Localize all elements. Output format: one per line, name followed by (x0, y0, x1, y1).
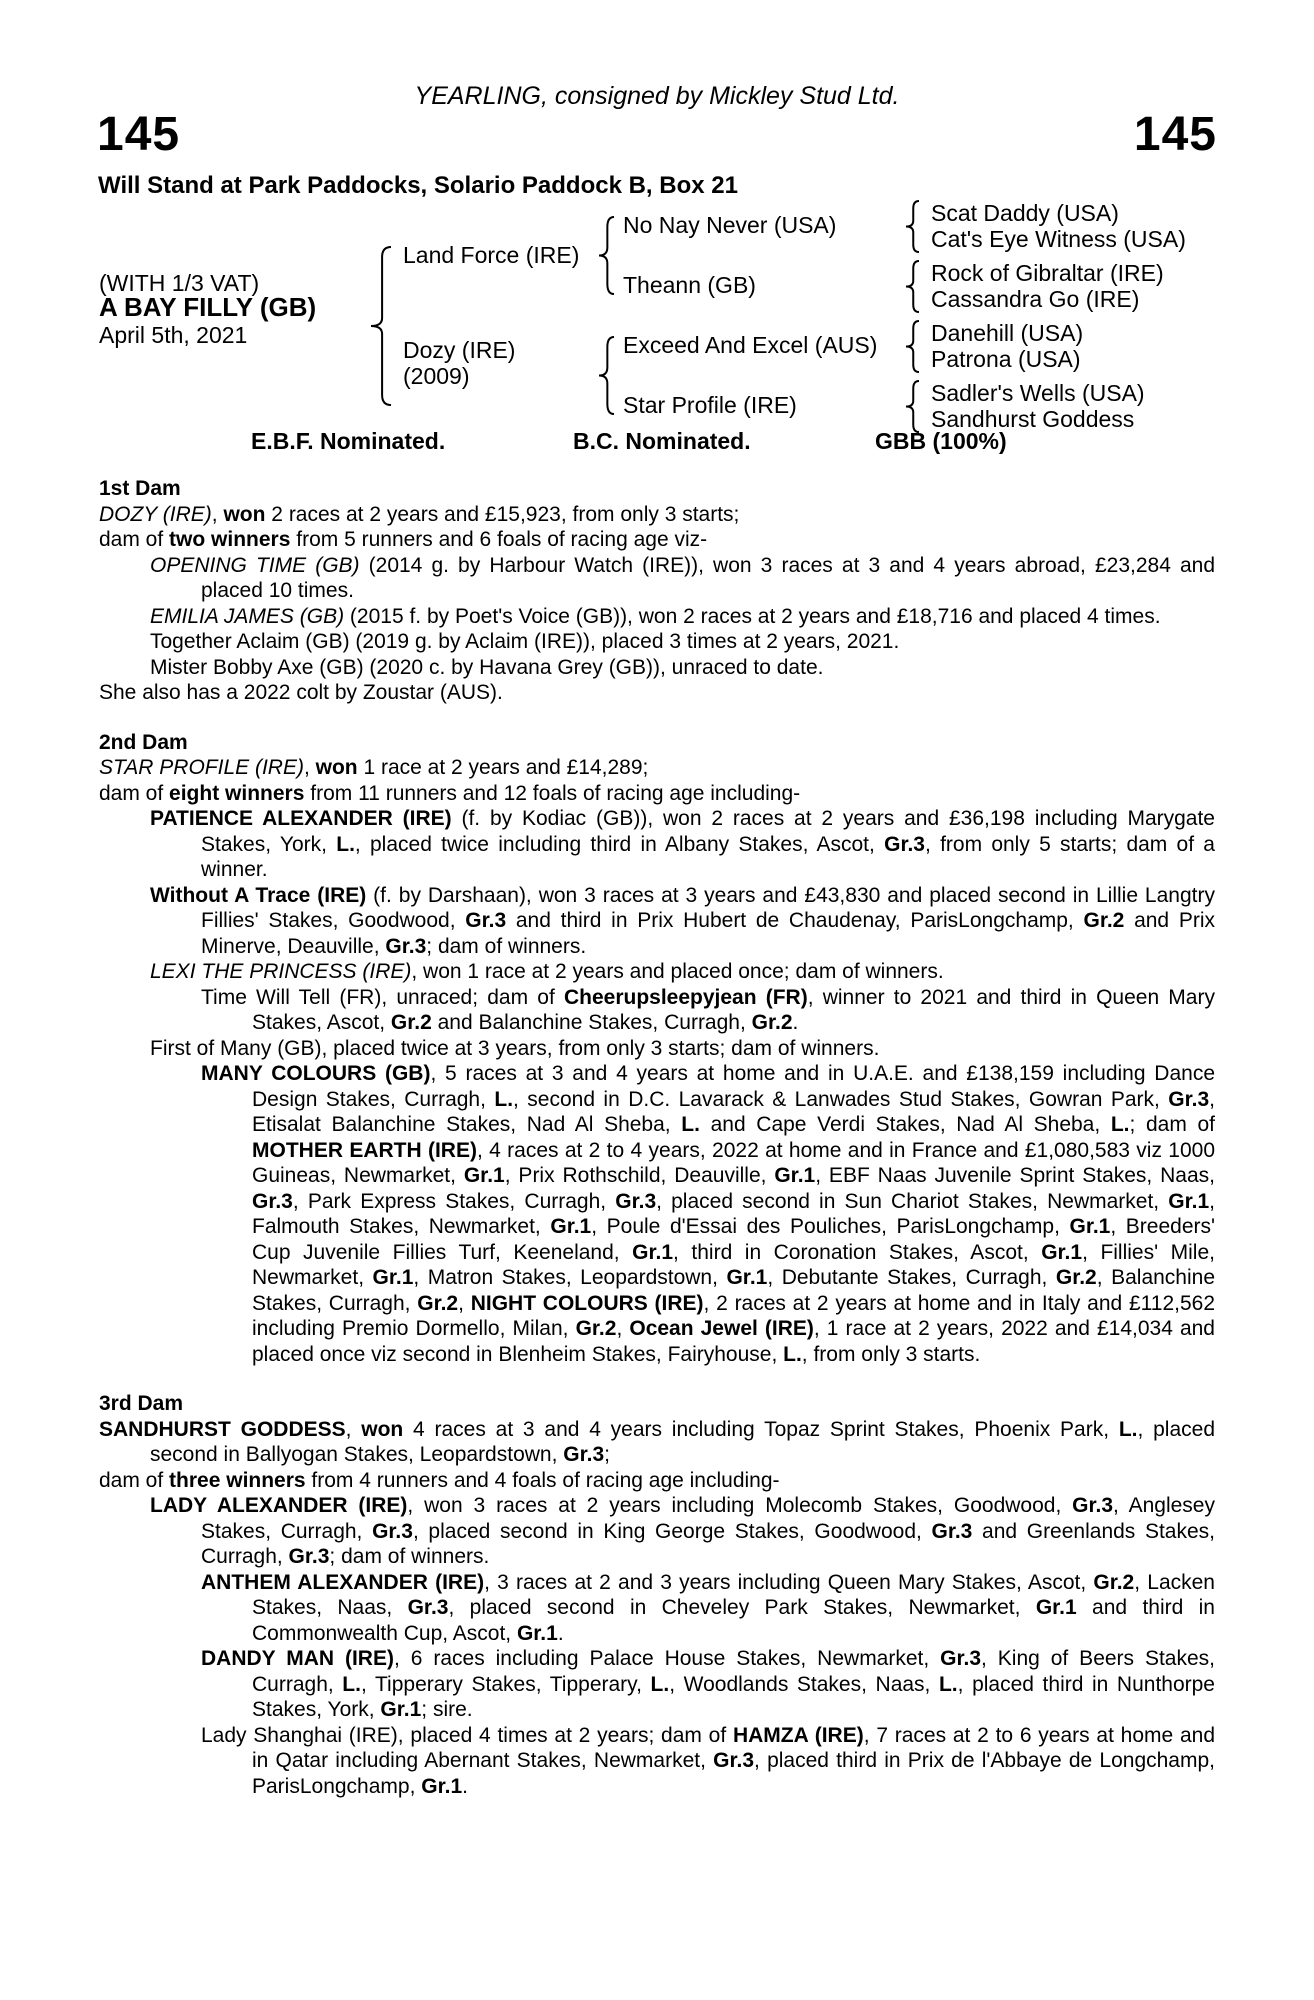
pedigree-paragraph (99, 502, 1215, 528)
pedigree-paragraph (99, 959, 1215, 985)
text-run: and Greenlands Stakes, Curragh, (201, 1519, 1215, 1568)
text-run: , King of Beers Stakes, Curragh, (252, 1647, 1216, 1696)
text-run: , Debutante Stakes, Curragh, (767, 1266, 1056, 1289)
pedigree-paragraph (99, 527, 1215, 553)
ebf-nomination: E.B.F. Nominated. (251, 428, 446, 454)
text-run: NIGHT COLOURS (IRE) (470, 1291, 704, 1315)
text-run: , from only 5 starts; dam of a winner. (201, 832, 1215, 881)
text-run: Gr.3 (252, 1189, 293, 1213)
text-run: and Cape Verdi Stakes, Nad Al Sheba, (699, 1113, 1111, 1136)
text-run: Gr.1 (1035, 1596, 1077, 1619)
text-run: Gr.3 (884, 832, 925, 856)
text-run: SANDHURST GODDESS (99, 1417, 346, 1441)
text-run: ; dam of winners. (426, 934, 587, 958)
text-run: Gr.3 (465, 909, 507, 932)
dam-section (99, 1391, 1215, 1799)
pedigree-paragraph (99, 680, 1215, 706)
pedigree-brace (598, 336, 615, 415)
text-run: ; (604, 1443, 610, 1466)
text-run: , Tipperary Stakes, Tipperary, (360, 1672, 651, 1696)
text-run: Gr.1 (380, 1698, 422, 1721)
text-run: She also has a 2022 colt by Zoustar (AUS). (99, 681, 503, 704)
subject-name: A BAY FILLY (GB) (99, 292, 317, 322)
text-run: , 5 races at 3 and 4 years at home and in U.A.E. and £138,159 including Dance Design Stakes, Curragh, (252, 1062, 1215, 1111)
text-run: won (315, 756, 358, 779)
text-run: EMILIA JAMES (GB) (150, 604, 345, 628)
pedigree-paragraph (99, 1723, 1215, 1800)
text-run: from 5 runners and 6 foals of racing age viz- (290, 528, 708, 551)
text-run: L. (1110, 1113, 1130, 1136)
text-run: Gr.1 (1168, 1189, 1210, 1213)
text-run: L. (783, 1342, 802, 1366)
text-run: dam of (99, 1468, 170, 1492)
text-run: ; dam of winners. (329, 1545, 490, 1568)
great-grandparent: Danehill (USA) (931, 320, 1084, 346)
text-run: , (616, 1317, 630, 1340)
text-run: Gr.1 (421, 1774, 463, 1798)
great-grandparent: Scat Daddy (USA) (931, 200, 1119, 226)
text-run: Ocean Jewel (IRE) (629, 1317, 814, 1340)
nominations-line (99, 428, 1215, 456)
text-run: , (345, 1417, 362, 1441)
text-run: L. (681, 1113, 700, 1136)
text-run: , second in D.C. Lavarack & Lanwades Stud Stakes, Gowran Park, (513, 1087, 1169, 1111)
text-run: Together Aclaim (GB) (2019 g. by Aclaim (IRE)), placed 3 times at 2 years, 2021. (150, 630, 900, 653)
granddam-sire-side: Theann (GB) (623, 272, 756, 298)
text-run: , 7 races at 2 to 6 years at home and in Qatar including Abernant Stakes, Newmarket, (252, 1723, 1215, 1772)
section-heading: 1st Dam (99, 477, 181, 500)
stand-location-line: Will Stand at Park Paddocks, Solario Paddock B, Box 21 (98, 172, 738, 199)
text-run: , third in Coronation Stakes, Ascot, (673, 1240, 1042, 1264)
text-run: (2014 g. by Harbour Watch (IRE)), won 3 races at 3 and 4 years abroad, £23,284 and placed 10 times. (201, 553, 1216, 602)
text-run: Gr.1 (550, 1215, 592, 1238)
pedigree-paragraph (99, 1468, 1215, 1494)
text-run: Gr.2 (575, 1317, 617, 1340)
grandsire-sire-side: No Nay Never (USA) (623, 212, 837, 238)
text-run: , placed third in Prix de l'Abbaye de Longchamp, ParisLongchamp, (252, 1749, 1215, 1798)
text-run: Gr.3 (615, 1189, 657, 1213)
text-run: , Woodlands Stakes, Naas, (669, 1672, 939, 1696)
text-run: DANDY MAN (IRE) (201, 1647, 394, 1670)
text-run: Gr.1 (516, 1621, 558, 1645)
text-run: eight winners (169, 781, 305, 805)
pedigree-paragraph (99, 985, 1215, 1036)
section-heading: 3rd Dam (99, 1392, 184, 1415)
text-run: , (211, 502, 224, 526)
text-run: , Prix Rothschild, Deauville, (504, 1164, 775, 1187)
dam-year: (2009) (403, 362, 470, 389)
text-run: Gr.1 (372, 1266, 414, 1289)
text-run: , won 3 races at 2 years including Molecomb Stakes, Goodwood, (407, 1494, 1073, 1517)
text-run: Gr.3 (372, 1519, 413, 1543)
text-run: L. (494, 1087, 514, 1111)
text-run: Gr.1 (1041, 1240, 1083, 1264)
pedigree-paragraph (99, 883, 1215, 960)
great-grandparent: Cat's Eye Witness (USA) (931, 226, 1186, 252)
text-run: , (303, 756, 316, 779)
sire-name: Land Force (IRE) (403, 242, 580, 268)
text-run: , placed second in Ballyogan Stakes, Leopardstown, (150, 1417, 1215, 1466)
text-run: ; sire. (421, 1698, 473, 1721)
grandsire-dam-side: Exceed And Excel (AUS) (623, 332, 878, 358)
text-run: won (361, 1417, 404, 1441)
text-run: Gr.2 (751, 1011, 793, 1034)
text-run: OPENING TIME (GB) (150, 553, 360, 577)
pedigree-paragraph (99, 1417, 1215, 1468)
text-run: Gr.3 (288, 1545, 330, 1568)
text-run: Gr.1 (632, 1240, 674, 1264)
text-run: Gr.3 (713, 1749, 755, 1772)
text-run: Gr.3 (407, 1596, 449, 1619)
text-run: Gr.2 (417, 1291, 459, 1315)
text-run: MANY COLOURS (GB) (201, 1062, 431, 1085)
text-run: dam of (99, 781, 170, 805)
pedigree-paragraph (99, 1570, 1215, 1647)
pedigree-brace (905, 260, 920, 313)
gbb-status: GBB (100%) (875, 428, 1007, 454)
text-run: Gr.2 (1055, 1266, 1097, 1289)
text-run: Cheerupsleepyjean (FR) (563, 985, 808, 1009)
pedigree-paragraph (99, 1036, 1215, 1062)
text-run: (f. by Darshaan), won 3 races at 3 years and £43,830 and placed second in Lillie Langtry Fillies' Stakes, Goodwood, (201, 883, 1215, 932)
text-run: 1 race at 2 years and £14,289; (357, 756, 649, 779)
text-run: Gr.1 (463, 1164, 505, 1187)
text-run: L. (938, 1672, 958, 1696)
text-run: , 4 races at 2 to 4 years, 2022 at home and in France and £1,080,583 viz 1000 Guineas, Newmarket, (252, 1138, 1215, 1187)
text-run: L. (342, 1672, 361, 1696)
dam-name-line: Dozy (IRE) (403, 337, 516, 363)
text-run: , (458, 1291, 471, 1315)
pedigree-paragraph (99, 1061, 1215, 1367)
text-run: (f. by Kodiac (GB)), won 2 races at 2 years and £36,198 including Marygate Stakes, York, (201, 807, 1215, 856)
text-run: Gr.1 (726, 1266, 768, 1289)
pedigree-paragraph (99, 1646, 1215, 1723)
text-run: , 1 race at 2 years, 2022 and £14,034 and placed once viz second in Blenheim Stakes, Fairyhouse, (252, 1317, 1215, 1366)
pedigree-paragraph (99, 655, 1215, 681)
foal-date: April 5th, 2021 (99, 322, 248, 348)
text-run: dam of (99, 528, 170, 551)
text-run: Gr.3 (940, 1647, 982, 1670)
consignor-line: YEARLING, consigned by Mickley Stud Ltd. (414, 82, 900, 110)
text-run: Gr.1 (1069, 1215, 1111, 1238)
great-grandparent: Sadler's Wells (USA) (931, 380, 1145, 406)
text-run: . (557, 1621, 564, 1645)
text-run: and Prix Minerve, Deauville, (201, 909, 1215, 958)
text-run: Gr.2 (390, 1011, 432, 1034)
pedigree-paragraph (99, 604, 1215, 630)
text-run: , Anglesey Stakes, Curragh, (201, 1494, 1215, 1543)
dam-name (403, 338, 515, 389)
text-run: 2 races at 2 years and £15,923, from only 3 starts; (265, 502, 740, 526)
text-run: STAR PROFILE (IRE) (99, 756, 304, 779)
text-run: Gr.3 (1168, 1087, 1210, 1111)
great-grandparent: Rock of Gibraltar (IRE) (931, 260, 1164, 286)
text-run: Gr.2 (1083, 909, 1125, 932)
text-run: , placed second in Sun Chariot Stakes, Newmarket, (656, 1189, 1169, 1213)
text-run: and Balanchine Stakes, Curragh, (431, 1011, 752, 1034)
text-run: , Park Express Stakes, Curragh, (292, 1189, 616, 1213)
text-run: L. (336, 832, 355, 856)
text-run: from 4 runners and 4 foals of racing age including- (305, 1468, 780, 1492)
text-run: , Breeders' Cup Juvenile Fillies Turf, Keeneland, (252, 1215, 1216, 1264)
text-run: . (462, 1774, 468, 1798)
text-run: , 3 races at 2 and 3 years including Queen Mary Stakes, Ascot, (484, 1570, 1094, 1594)
text-run: , placed third in Nunthorpe Stakes, York, (252, 1672, 1215, 1721)
pedigree-paragraph (99, 806, 1215, 883)
dam-sections (99, 476, 1215, 1799)
text-run: three winners (169, 1468, 306, 1492)
text-run: , 6 races including Palace House Stakes, Newmarket, (393, 1647, 941, 1670)
pedigree-paragraph (99, 1493, 1215, 1570)
text-run: Mister Bobby Axe (GB) (2020 c. by Havana Grey (GB)), unraced to date. (150, 655, 824, 679)
lot-number-right: 145 (1133, 108, 1217, 161)
text-run: , Balanchine Stakes, Curragh, (252, 1266, 1216, 1315)
text-run: Gr.3 (931, 1519, 973, 1543)
pedigree-paragraph (99, 629, 1215, 655)
text-run: , Poule d'Essai des Pouliches, ParisLongchamp, (591, 1215, 1070, 1238)
pedigree-paragraph (99, 755, 1215, 781)
text-run: , EBF Naas Juvenile Sprint Stakes, Naas, (815, 1164, 1215, 1187)
text-run: Without A Trace (IRE) (150, 883, 367, 907)
pedigree-paragraph (99, 781, 1215, 807)
pedigree-brace (905, 200, 920, 253)
great-grandparent: Patrona (USA) (931, 346, 1081, 372)
text-run: PATIENCE ALEXANDER (IRE) (150, 807, 452, 830)
text-run: Lady Shanghai (IRE), placed 4 times at 2 years; dam of (201, 1723, 733, 1747)
dam-section (99, 476, 1215, 706)
text-run: ANTHEM ALEXANDER (IRE) (201, 1570, 485, 1594)
text-run: two winners (169, 528, 291, 551)
text-run: Gr.1 (774, 1164, 816, 1187)
text-run: , won 1 race at 2 years and placed once; dam of winners. (411, 960, 944, 983)
lot-number-left: 145 (97, 108, 181, 161)
section-heading: 2nd Dam (99, 730, 188, 754)
pedigree-brace (370, 246, 392, 406)
text-run: Gr.2 (1093, 1570, 1135, 1594)
text-run: , Etisalat Balanchine Stakes, Nad Al Sheba, (252, 1087, 1216, 1136)
text-run: Gr.3 (1072, 1494, 1114, 1517)
text-run: , Fillies' Mile, Newmarket, (252, 1240, 1215, 1289)
text-run: (2015 f. by Poet's Voice (GB)), won 2 races at 2 years and £18,716 and placed 4 times. (344, 604, 1161, 628)
dam-section (99, 730, 1215, 1368)
text-run: . (792, 1011, 799, 1034)
text-run: Time Will Tell (FR), unraced; dam of (201, 985, 564, 1009)
text-run: First of Many (GB), placed twice at 3 years, from only 3 starts; dam of winners. (150, 1036, 880, 1060)
text-run: and third in Prix Hubert de Chaudenay, ParisLongchamp, (506, 909, 1084, 932)
pedigree-brace (905, 320, 920, 373)
text-run: ; dam of (1129, 1113, 1216, 1136)
bc-nomination: B.C. Nominated. (573, 428, 751, 454)
text-run: LEXI THE PRINCESS (IRE) (150, 960, 412, 983)
text-run: , Matron Stakes, Leopardstown, (413, 1266, 727, 1289)
great-grandparent: Sandhurst Goddess (931, 406, 1135, 432)
text-run: L. (650, 1672, 670, 1696)
text-run: LADY ALEXANDER (IRE) (150, 1494, 408, 1517)
granddam-dam-side: Star Profile (IRE) (623, 392, 797, 418)
text-run: L. (1118, 1417, 1138, 1441)
text-run: , 2 races at 2 years at home and in Italy and £112,562 including Premio Dormello, Milan, (252, 1291, 1215, 1340)
text-run: HAMZA (IRE) (732, 1723, 864, 1747)
pedigree-tree (99, 196, 1215, 438)
vat-note: (WITH 1/3 VAT) (99, 270, 260, 296)
pedigree-brace (598, 216, 615, 295)
text-run: won (223, 502, 266, 526)
text-run: 4 races at 3 and 4 years including Topaz Sprint Stakes, Phoenix Park, (403, 1417, 1119, 1441)
text-run: Gr.3 (563, 1443, 605, 1466)
text-run: , placed second in King George Stakes, Goodwood, (412, 1519, 932, 1543)
text-run: , placed second in Cheveley Park Stakes, Newmarket, (448, 1596, 1036, 1619)
text-run: MOTHER EARTH (IRE) (252, 1138, 477, 1162)
text-run: , Falmouth Stakes, Newmarket, (252, 1189, 1215, 1238)
pedigree-brace (905, 380, 920, 433)
text-run: Gr.3 (385, 934, 427, 958)
text-run: from 11 runners and 12 foals of racing age including- (304, 781, 801, 805)
text-run: , placed twice including third in Albany Stakes, Ascot, (354, 832, 885, 856)
text-run: , winner to 2021 and third in Queen Mary Stakes, Ascot, (252, 985, 1215, 1034)
great-grandparent: Cassandra Go (IRE) (931, 286, 1140, 312)
text-run: DOZY (IRE) (99, 502, 212, 526)
pedigree-paragraph (99, 553, 1215, 604)
text-run: and third in Commonwealth Cup, Ascot, (252, 1596, 1215, 1645)
text-run: , Lacken Stakes, Naas, (252, 1570, 1215, 1619)
text-run: , from only 3 starts. (801, 1342, 981, 1366)
